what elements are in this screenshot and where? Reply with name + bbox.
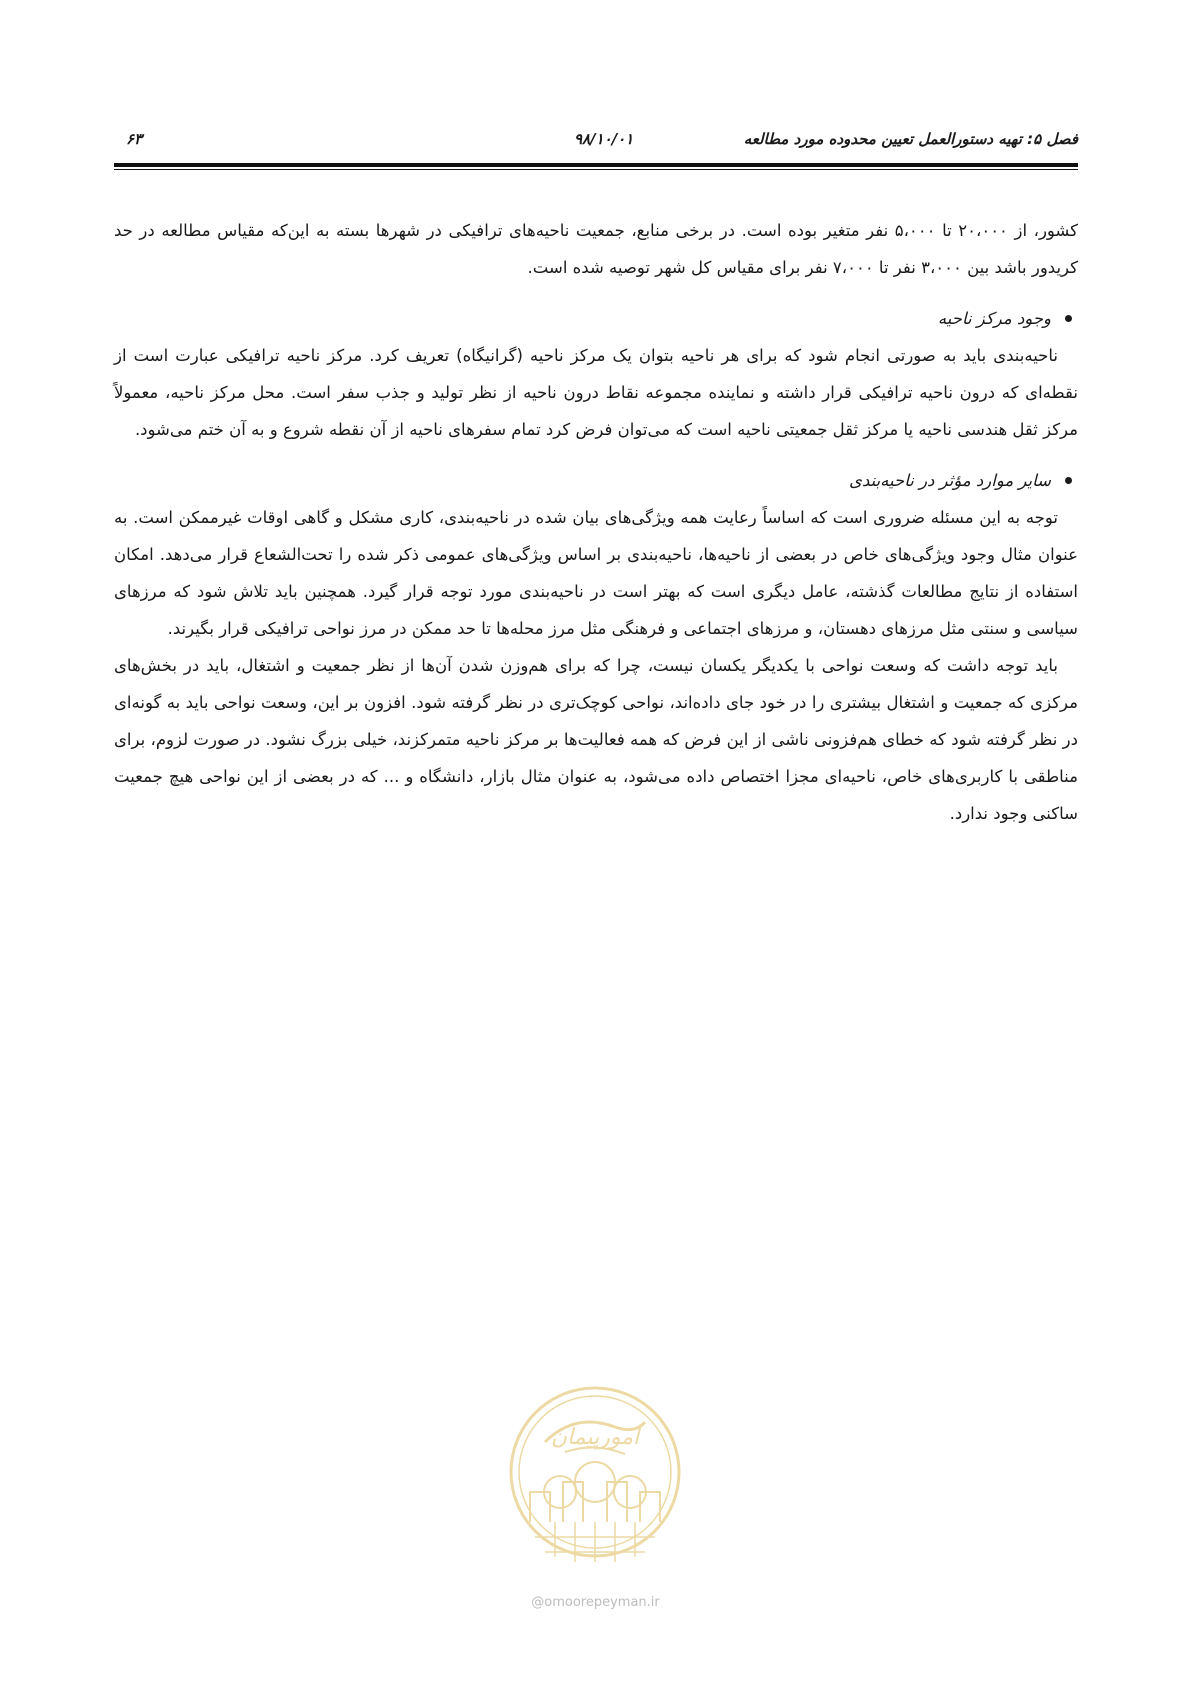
watermark-logo-icon [505, 1372, 685, 1572]
chapter-title: فصل ۵: تهیه دستورالعمل تعیین محدوده مورد مطالعه [743, 130, 1078, 148]
section2-paragraph2: باید توجه داشت که وسعت نواحی با یکدیگر یکسان نیست، چرا که برای هم‌وزن شدن آن‌ها از نظر جمعیت و اشتغال، باید در بخش‌های مرکزی که جمعیت و اشتغال بیشتری را در خود جای داده‌اند، نواحی کوچک‌تری در نظر گرفته شود. افزون بر این، وسعت نواحی باید به گونه‌ای در نظر گرفته شود که خطای هم‌فزونی ناشی از این فرض که همه فعالیت‌ها بر مرکز ناحیه متمرکزند، خیلی بزرگ نشود. در صورت لزوم، برای مناطقی با کاربری‌های خاص، ناحیه‌ای مجزا اختصاص داده می‌شود، به عنوان مثال بازار، دانشگاه و ... که در بعضی از این نواحی هیچ جمعیت ساکنی وجود ندارد. [114, 656, 1078, 823]
page-header [114, 130, 1078, 156]
bullet-icon [1065, 477, 1072, 484]
section1-heading-item [114, 300, 1078, 337]
bullet-icon [1065, 315, 1072, 322]
section2-paragraph1: توجه به این مسئله ضروری است که اساساً رعایت همه ویژگی‌های بیان شده در ناحیه‌بندی، کاری مشکل و گاهی اوقات غیرممکن است. به عنوان مثال وجود ویژگی‌های خاص در بعضی از ناحیه‌ها، ناحیه‌بندی بر اساس ویژگی‌های عمومی ذکر شده را تحت‌الشعاع قرار می‌دهد. امکان استفاده از نتایج مطالعات گذشته، عامل دیگری است که بهتر است در ناحیه‌بندی مورد توجه قرار گیرد. همچنین باید تلاش شود که مرزهای سیاسی و سنتی مثل مرزهای دهستان، و مرزهای اجتماعی و فرهنگی مثل مرز محله‌ها تا حد ممکن در مرز نواحی ترافیکی قرار بگیرند. [114, 508, 1078, 638]
header-rule-thin [114, 169, 1078, 170]
header-rule-thick [114, 163, 1078, 167]
watermark-logo-text: امورپیمان [550, 1425, 640, 1450]
section1-heading: وجود مرکز ناحیه [937, 309, 1051, 328]
header-date: ۹۸/۱۰/۰۱ [574, 130, 634, 148]
page-number: ۶۳ [126, 130, 143, 148]
page-body [114, 212, 1078, 832]
section2-heading-item [114, 462, 1078, 499]
intro-paragraph: کشور، از ۲۰،۰۰۰ تا ۵،۰۰۰ نفر متغیر بوده است. در برخی منابع، جمعیت ناحیه‌های ترافیکی در شهرها بسته به این‌که مقیاس مطالعه در حد کریدور باشد بین ۳،۰۰۰ نفر تا ۷،۰۰۰ نفر برای مقیاس کل شهر توصیه شده است. [114, 221, 1079, 277]
section1-paragraph: ناحیه‌بندی باید به صورتی انجام شود که برای هر ناحیه بتوان یک مرکز ناحیه (گرانیگاه) تعریف کرد. مرکز ناحیه ترافیکی عبارت است از نقطه‌ای که درون ناحیه ترافیکی قرار داشته و نماینده مجموعه نقاط درون ناحیه از نظر تولید و جذب سفر است. محل مرکز ناحیه، معمولاً مرکز ثقل هندسی ناحیه یا مرکز ثقل جمعیتی ناحیه است که می‌توان فرض کرد تمام سفرهای ناحیه از آن نقطه شروع و به آن ختم می‌شود. [114, 346, 1078, 439]
watermark-website: @omoorepeyman.ir [531, 1595, 660, 1610]
section2-heading: سایر موارد مؤثر در ناحیه‌بندی [849, 471, 1051, 490]
